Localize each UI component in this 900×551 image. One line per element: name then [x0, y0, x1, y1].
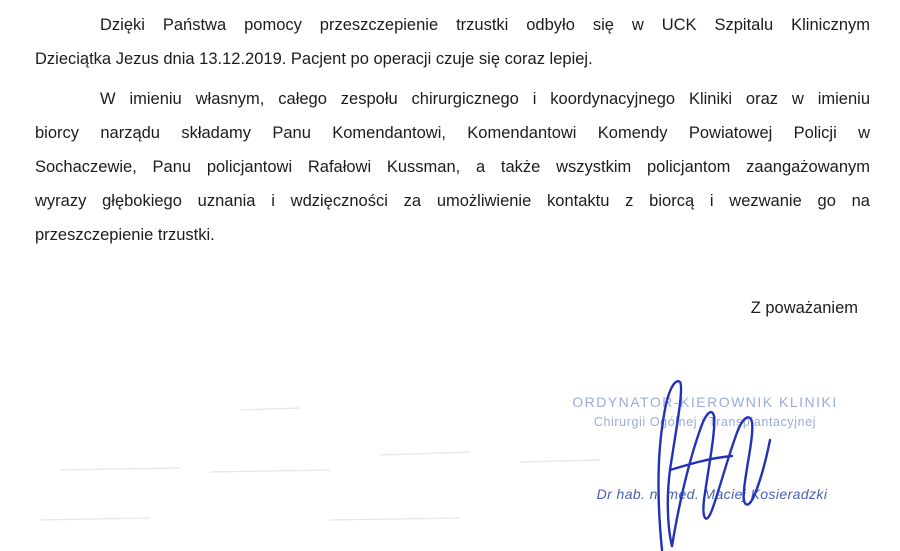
stamp-signatory-name: Dr hab. n. med. Maciej Kosieradzki [596, 486, 828, 502]
paragraph-1-line-1: Dzięki Państwa pomocy przeszczepienie trzustki odbyło się w UCK Szpitalu Klinicznym [100, 16, 870, 34]
official-stamp [540, 392, 870, 432]
paragraph-1-line-2: Dzieciątka Jezus dnia 13.12.2019. Pacjent po operacji czuje się coraz lepiej. [35, 50, 593, 68]
stamp-title: ORDYNATOR-KIEROWNIK KLINIKI [572, 394, 838, 410]
paragraph-1 [35, 8, 870, 76]
handwritten-signature [620, 360, 790, 551]
closing-salutation: Z poważaniem [750, 299, 858, 317]
paragraph-2-line-3: Sochaczewie, Panu policjantowi Rafałowi Kussman, a także wszystkim policjantom zaangażowanym [35, 158, 870, 176]
paragraph-2-line-5: przeszczepienie trzustki. [35, 226, 215, 244]
stamp-department: Chirurgii Ogólnej i Transplantacyjnej [593, 415, 817, 429]
paragraph-2-line-2: biorcy narządu składamy Panu Komendantowi, Komendantowi Komendy Powiatowej Policji w [35, 124, 870, 142]
paragraph-2 [35, 82, 870, 252]
paragraph-2-line-1: W imieniu własnym, całego zespołu chirurgicznego i koordynacyjnego Kliniki oraz w imieniu [100, 90, 870, 108]
paragraph-2-line-4: wyrazy głębokiego uznania i wdzięczności za umożliwienie kontaktu z biorcą i wezwanie go na [35, 192, 870, 210]
